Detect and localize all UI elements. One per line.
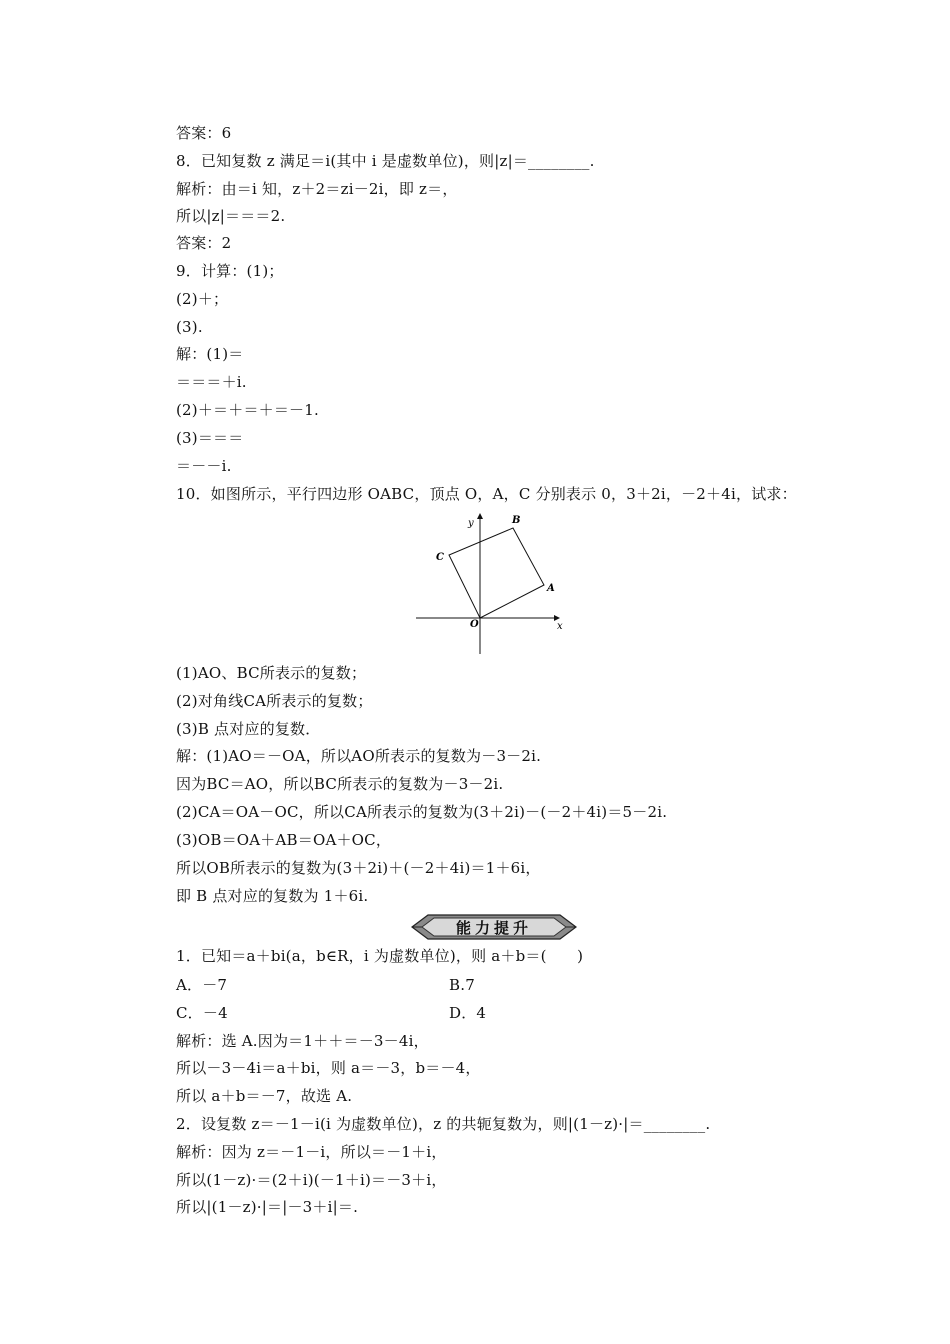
solution-9-line-5: ＝－－i. (176, 457, 232, 475)
question-10-part-3: (3)B 点对应的复数． (176, 720, 321, 738)
question-8: 8．已知复数 z 满足＝i(其中 i 是虚数单位)，则|z|＝________. (176, 152, 595, 170)
ability-question-2: 2．设复数 z＝－1－i(i 为虚数单位)，z 的共轭复数为，则|(1－z)·|＝________. (176, 1115, 711, 1133)
solution-10-line-2: 因为BC＝AO，所以BC所表示的复数为－3－2i. (176, 775, 504, 793)
question-10-part-2: (2)对角线CA所表示的复数； (176, 692, 373, 710)
y-axis-label: y (468, 518, 474, 529)
ability-solution-1-line-2: 所以－3－4i＝a＋bi，则 a＝－3，b＝－4， (176, 1059, 481, 1077)
solution-10-line-6: 即 B 点对应的复数为 1＋6i. (176, 887, 369, 905)
solution-8-line-1: 解析：由＝i 知，z＋2＝zi－2i，即 z＝， (176, 180, 458, 198)
x-axis-label: x (557, 621, 563, 632)
banner-title: 能力提升 (455, 918, 532, 937)
solution-9-line-4: (3)＝＝＝ (176, 429, 244, 447)
parallelogram-figure (414, 512, 574, 658)
option-d: D．4 (449, 1004, 487, 1022)
solution-10-line-1: 解：(1)AO＝－OA，所以AO所表示的复数为－3－2i. (176, 747, 542, 765)
ability-solution-1-line-1: 解析：选 A.因为＝1＋＋＝－3－4i， (176, 1032, 429, 1050)
ability-solution-2-line-3: 所以|(1－z)·|＝|－3＋i|＝. (176, 1198, 359, 1216)
question-10-part-1: (1)AO、BC所表示的复数； (176, 664, 367, 682)
ability-solution-2-line-1: 解析：因为 z＝－1－i，所以＝－1＋i， (176, 1143, 447, 1161)
answer-8: 答案：2 (176, 234, 232, 252)
question-9-part-2: (2)＋； (176, 290, 229, 308)
solution-9-line-1: 解：(1)＝ (176, 345, 244, 363)
answer-7: 答案：6 (176, 124, 232, 142)
option-a: A．－7 (176, 976, 228, 994)
question-9: 9．计算：(1)； (176, 262, 284, 280)
solution-8-line-2: 所以|z|＝＝＝2. (176, 207, 286, 225)
section-banner (410, 912, 578, 942)
point-c-label: C (436, 552, 444, 563)
question-10: 10．如图所示，平行四边形 OABC，顶点 O，A，C 分别表示 0，3＋2i，－2＋4i，试求： (176, 485, 797, 503)
ability-question-1: 1．已知＝a＋bi(a，b∈R，i 为虚数单位)，则 a＋b＝( ) (176, 947, 584, 965)
option-b: B.7 (449, 976, 475, 994)
point-o-label: O (470, 619, 479, 630)
solution-10-line-5: 所以OB所表示的复数为(3＋2i)＋(－2＋4i)＝1＋6i， (176, 859, 541, 877)
solution-10-line-3: (2)CA＝OA－OC，所以CA所表示的复数为(3＋2i)－(－2＋4i)＝5－2i. (176, 803, 668, 821)
ability-solution-1-line-3: 所以 a＋b＝－7，故选 A. (176, 1087, 353, 1105)
point-b-label: B (512, 515, 521, 526)
option-c: C．－4 (176, 1004, 228, 1022)
solution-9-line-3: (2)＋＝＋＝＋＝－1. (176, 401, 319, 419)
parallelogram-oabc (449, 528, 544, 618)
question-9-part-3: (3). (176, 318, 203, 336)
solution-10-line-4: (3)OB＝OA＋AB＝OA＋OC， (176, 831, 392, 849)
point-a-label: A (547, 583, 555, 594)
ability-solution-2-line-2: 所以(1－z)·＝(2＋i)(－1＋i)＝－3＋i， (176, 1171, 447, 1189)
solution-9-line-2: ＝＝＝＋i. (176, 373, 247, 391)
